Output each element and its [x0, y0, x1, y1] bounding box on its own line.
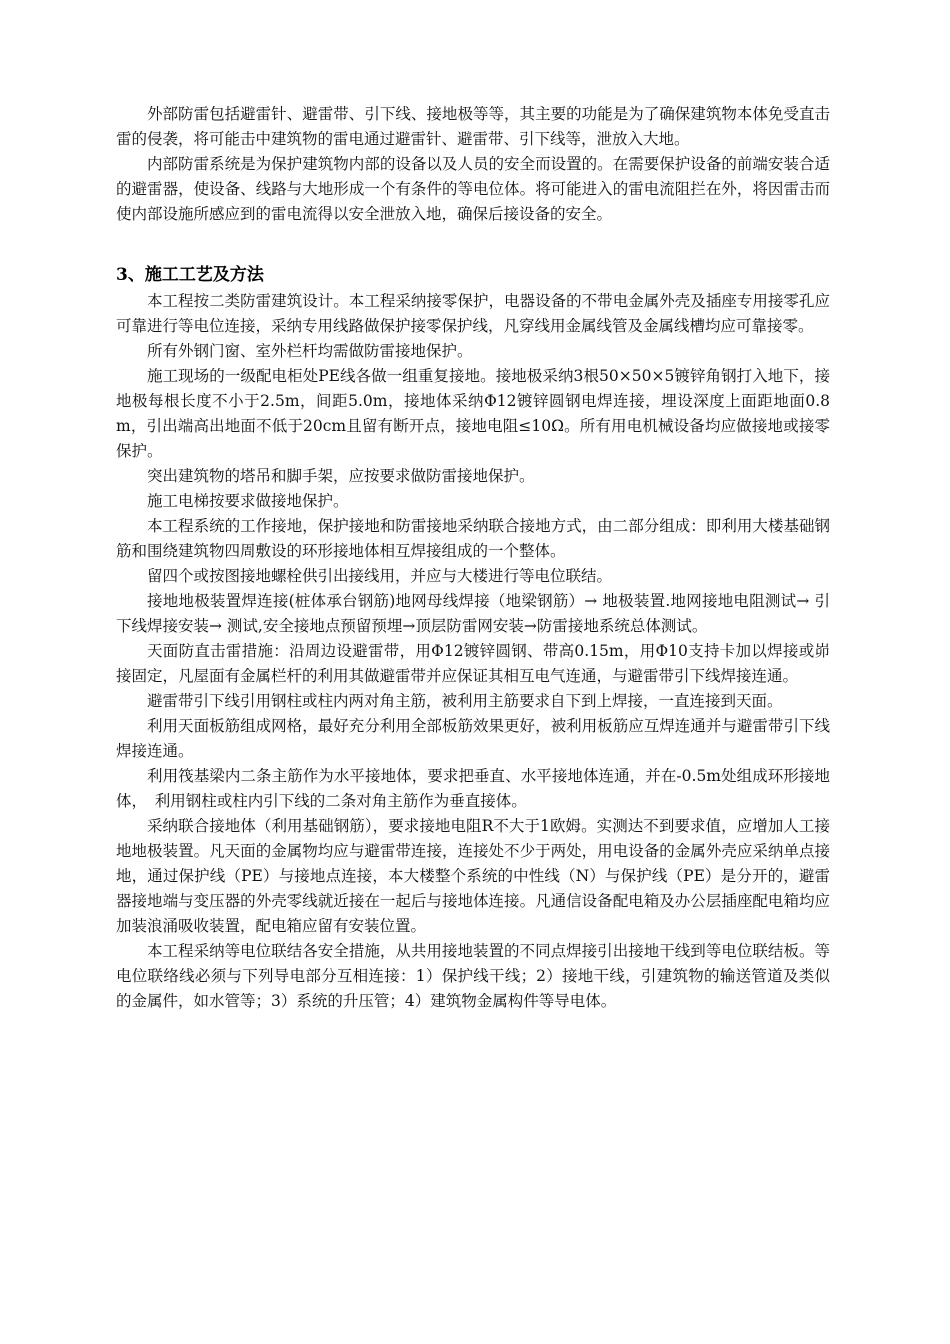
paragraph-down-conductor: 避雷带引下线引用钢柱或柱内两对角主筋，被利用主筋要求自下到上焊接，一直连接到天面。 — [147, 692, 783, 710]
paragraph-construction-elevator: 施工电梯按要求做接地保护。 — [147, 492, 349, 510]
paragraph-site-grounding: 施工现场的一级配电柜处PE线各做一组重复接地。接地极采纳3根50×50×5镀锌角钢打入地下，接地极每根长度不小于2.5m，间距5.0m，接地体采纳Φ12镀锌圆钢电焊连接，埋设深度上面距地面0.8m，引出端高出地面不低于20cm且留有断开点，接地电阻≤10Ω。所有用电机械设备均应做接地或接零保护。 — [116, 367, 830, 460]
paragraph-tower-crane: 突出建筑物的塔吊和脚手架，应按要求做防雷接地保护。 — [147, 467, 535, 485]
paragraph-roof-mesh: 利用天面板筋组成网格，最好充分利用全部板筋效果更好，被利用板筋应互焊连通并与避雷带引下线焊接连通。 — [116, 717, 830, 760]
paragraph-internal-lightning-protection: 内部防雷系统是为保护建筑物内部的设备以及人员的安全而设置的。在需要保护设备的前端安装合适的避雷器，使设备、线路与大地形成一个有条件的等电位体。将可能进入的雷电流阻拦在外，将因雷击而使内部设施所感应到的雷电流得以安全泄放入地，确保后接设备的安全。 — [116, 155, 830, 223]
paragraph-raft-beam: 利用筏基梁内二条主筋作为水平接地体，要求把垂直、水平接地体连通，并在-0.5m处组成环形接地体， 利用钢柱或柱内引下线的二条对角主筋作为垂直接体。 — [116, 767, 830, 810]
document-body — [116, 102, 830, 1014]
paragraph-combined-grounding: 本工程系统的工作接地，保护接地和防雷接地采纳联合接地方式，由二部分组成：即利用大楼基础钢筋和围绕建筑物四周敷设的环形接地体相互焊接组成的一个整体。 — [116, 517, 830, 560]
paragraph-design-class: 本工程按二类防雷建筑设计。本工程采纳接零保护，电器设备的不带电金属外壳及插座专用接零孔应可靠进行等电位连接，采纳专用线路做保护接零保护线，凡穿线用金属线管及金属线槽均应可靠接零。 — [116, 292, 830, 335]
paragraph-roof-measures: 天面防直击雷措施：沿周边设避雷带，用Φ12镀锌圆钢、带高0.15m，用Φ10支持卡加以焊接或峁接固定，凡屋面有金属栏杆的利用其做避雷带并应保证其相互电气连通，与避雷带引下线焊接连通。 — [116, 642, 830, 685]
section-heading-construction-method: 3、施工工艺及方法 — [116, 265, 264, 285]
paragraph-process-flow: 接地地极装置焊连接(桩体承台钢筋)地网母线焊接（地梁钢筋）→ 地极装置.地网接地电阻测试→ 引下线焊接安装→ 测试,安全接地点预留预埋→顶层防雷网安装→防雷接地系统总体测试。 — [116, 592, 830, 635]
paragraph-doors-windows: 所有外钢门窗、室外栏杆均需做防雷接地保护。 — [147, 342, 473, 360]
paragraph-equipotential-bonding: 本工程采纳等电位联结各安全措施，从共用接地装置的不同点焊接引出接地干线到等电位联结板。等电位联络线必须与下列导电部分互相连接：1）保护线干线；2）接地干线，引建筑物的输送管道及类似的金属件，如水管等；3）系统的升压管；4）建筑物金属构件等导电体。 — [116, 942, 830, 1010]
paragraph-grounding-bolts: 留四个或按图接地螺栓供引出接线用，并应与大楼进行等电位联结。 — [147, 567, 613, 585]
paragraph-external-lightning-protection: 外部防雷包括避雷针、避雷带、引下线、接地极等等，其主要的功能是为了确保建筑物本体免受直击雷的侵袭，将可能击中建筑物的雷电通过避雷针、避雷带、引下线等，泄放入大地。 — [116, 105, 830, 148]
paragraph-combined-earth-electrode: 采纳联合接地体（利用基础钢筋），要求接地电阻R不大于1欧姆。实测达不到要求值，应增加人工接地地极装置。凡天面的金属物均应与避雷带连接，连接处不少于两处，用电设备的金属外壳应采纳单点接地，通过保护线（PE）与接地点连接，本大楼整个系统的中性线（N）与保护线（PE）是分开的，避雷器接地端与变压器的外壳零线就近接在一起后与接地体连接。凡通信设备配电箱及办公层插座配电箱均应加装浪涌吸收装置，配电箱应留有安装位置。 — [116, 817, 830, 935]
